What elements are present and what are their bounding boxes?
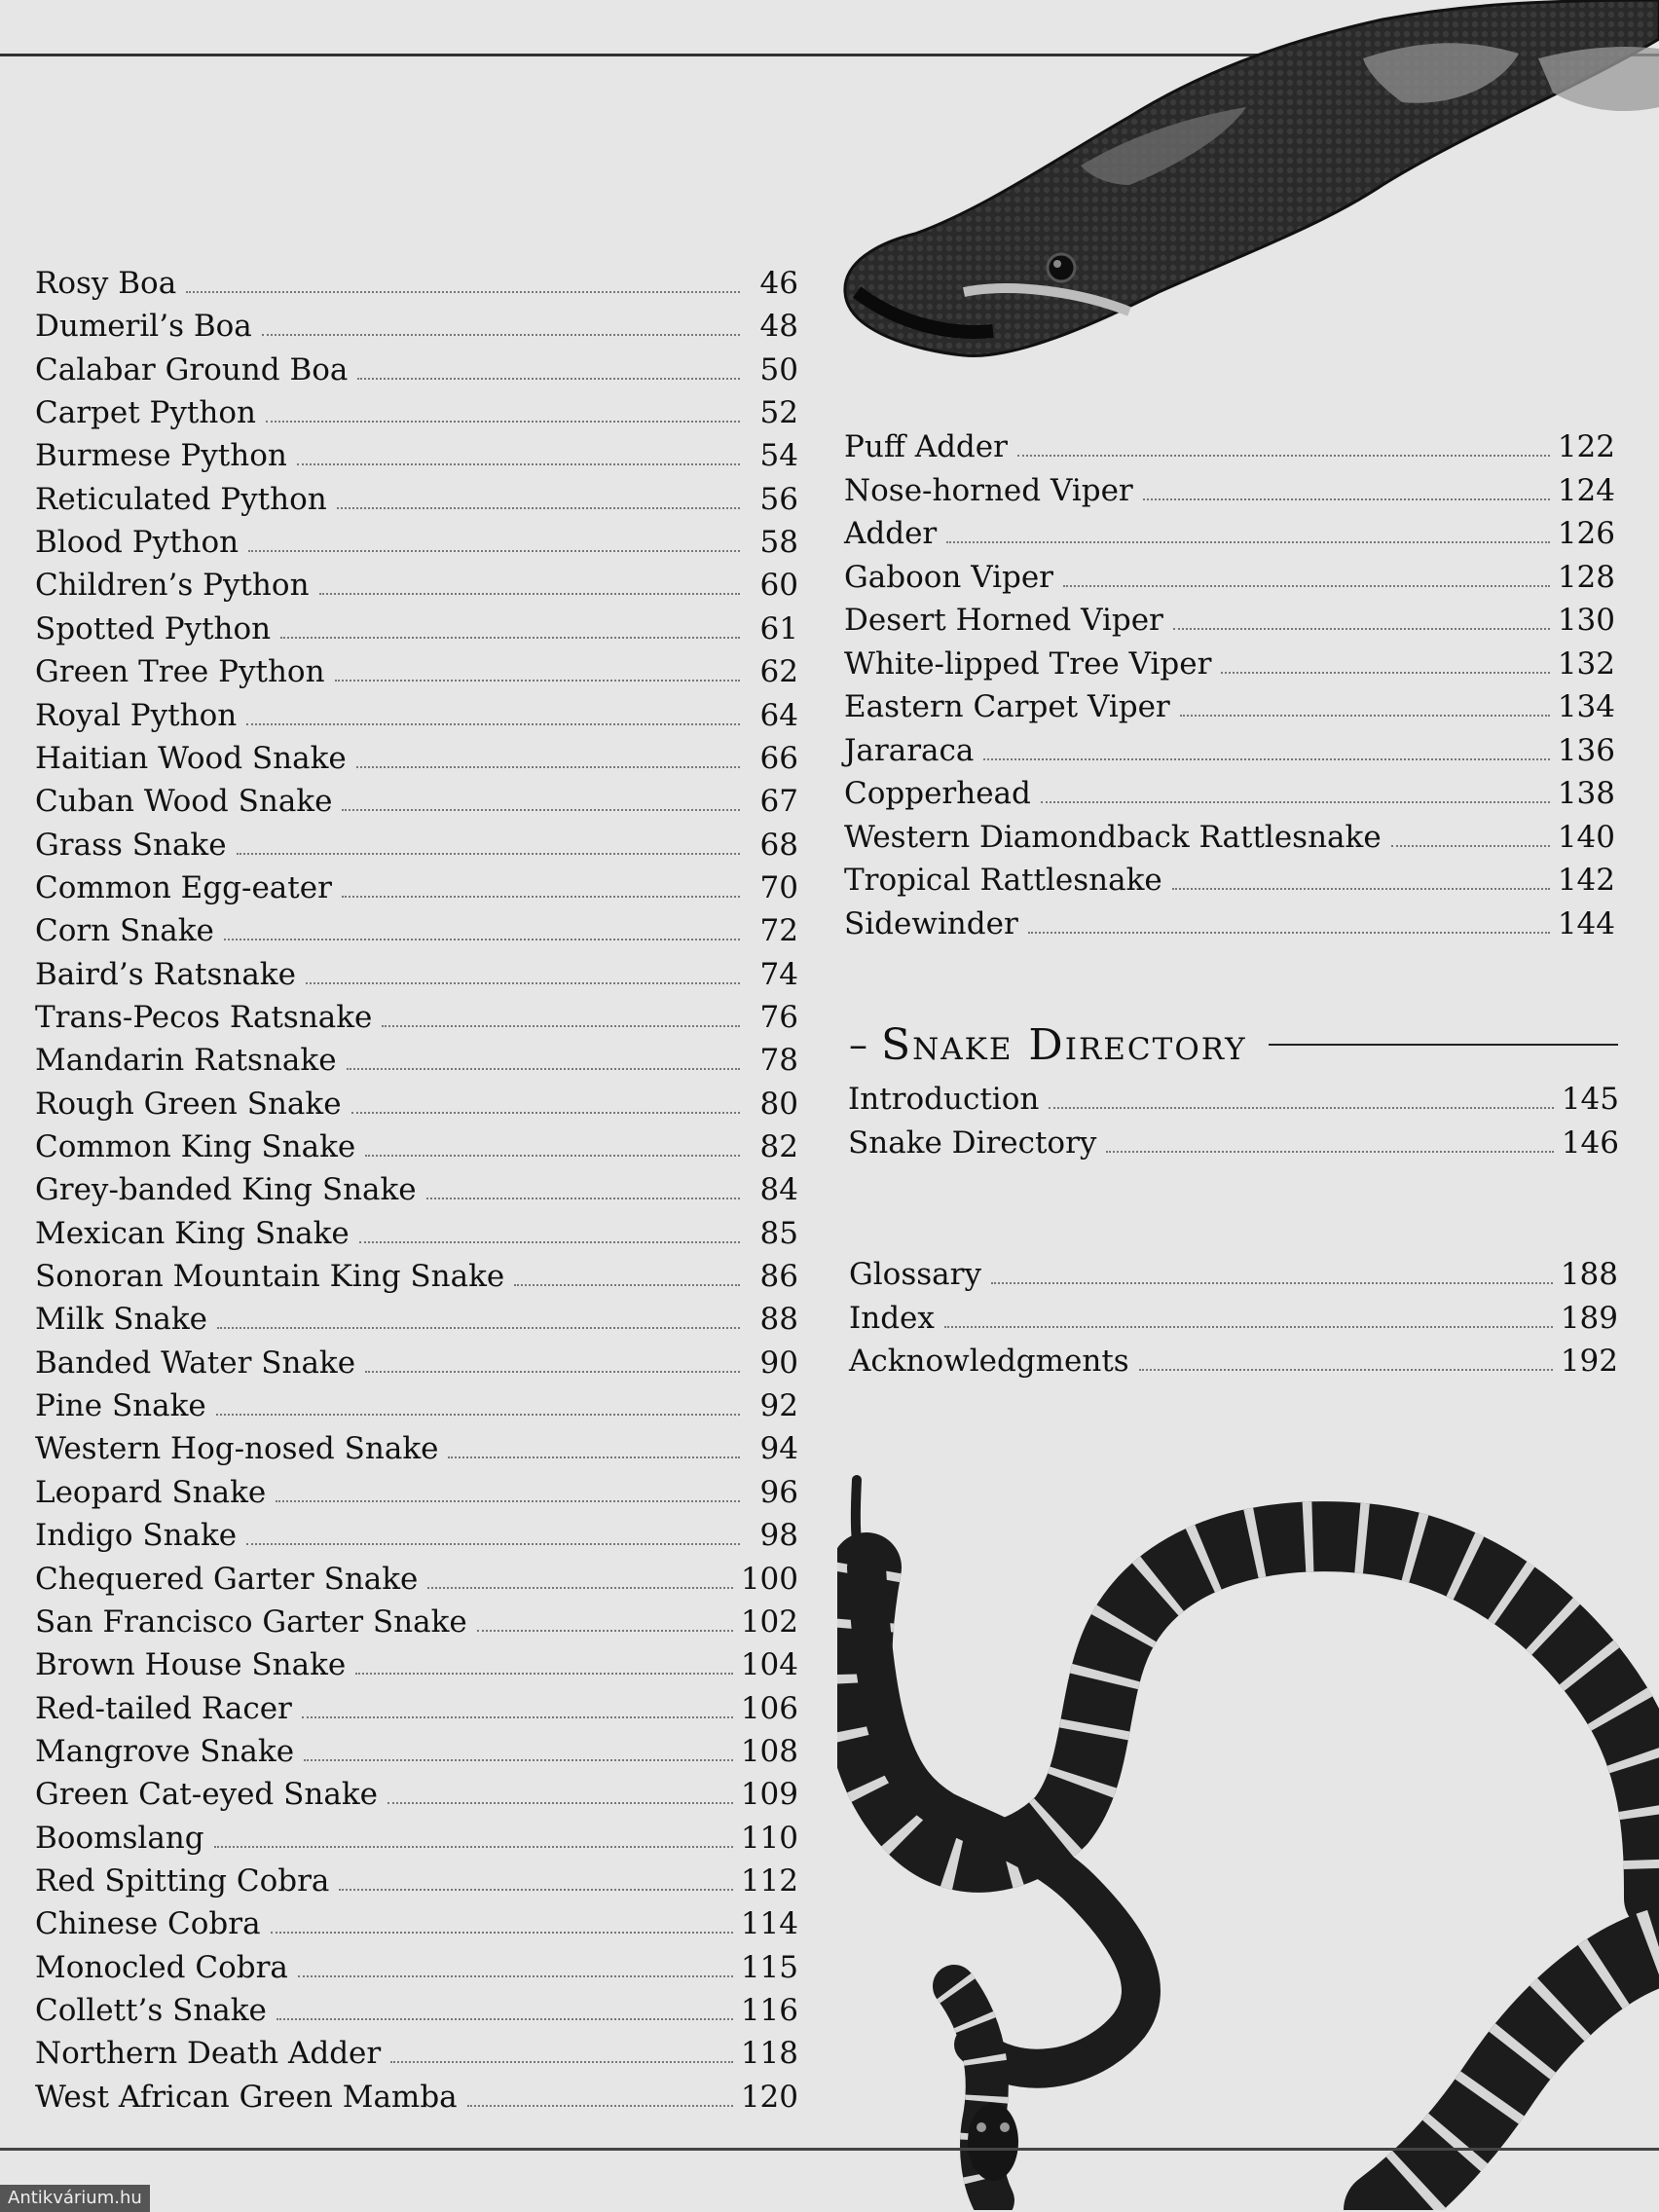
- toc-entry[interactable]: [844, 513, 1615, 552]
- toc-leader-dots: [302, 1716, 733, 1718]
- toc-entry-title: Spotted Python: [35, 610, 272, 646]
- toc-entry[interactable]: [35, 954, 798, 993]
- toc-entry-page: 56: [759, 481, 798, 517]
- toc-entry[interactable]: [35, 1688, 798, 1727]
- toc-entry[interactable]: [35, 1385, 798, 1424]
- toc-entry[interactable]: [844, 773, 1615, 812]
- toc-entry[interactable]: [35, 392, 798, 431]
- toc-entry-title: Acknowledgments: [849, 1344, 1129, 1379]
- toc-entry-title: Corn Snake: [35, 913, 214, 949]
- toc-entry-title: Rough Green Snake: [35, 1086, 342, 1122]
- toc-leader-dots: [382, 1025, 740, 1027]
- toc-leader-dots: [427, 1587, 732, 1589]
- toc-directory: [848, 1079, 1619, 1176]
- toc-entry-title: Children’s Python: [35, 568, 310, 604]
- toc-entry-page: 92: [759, 1388, 798, 1424]
- toc-entry[interactable]: [35, 695, 798, 734]
- toc-leader-dots: [1139, 1369, 1553, 1371]
- toc-entry-page: 132: [1557, 645, 1615, 682]
- toc-leader-dots: [390, 2061, 733, 2063]
- toc-entry-title: Desert Horned Viper: [844, 603, 1163, 638]
- toc-entry-page: 116: [740, 1993, 798, 2028]
- toc-leader-dots: [319, 593, 740, 595]
- toc-leader-dots: [1106, 1151, 1553, 1153]
- toc-entry-title: Rosy Boa: [35, 266, 177, 301]
- toc-entry[interactable]: [35, 1428, 798, 1467]
- toc-entry-page: 54: [759, 438, 798, 474]
- toc-leader-dots: [337, 507, 740, 509]
- toc-leader-dots: [1391, 845, 1550, 847]
- python-head-illustration: [837, 0, 1659, 370]
- toc-entry-title: Green Cat-eyed Snake: [35, 1777, 378, 1813]
- toc-entry-title: Chinese Cobra: [35, 1906, 261, 1942]
- toc-backmatter: [849, 1254, 1618, 1400]
- toc-leader-dots: [426, 1198, 740, 1199]
- toc-entry-title: Northern Death Adder: [35, 2036, 382, 2072]
- toc-leader-dots: [216, 1414, 740, 1416]
- toc-entry-title: Copperhead: [844, 776, 1031, 811]
- toc-entry-title: Gaboon Viper: [844, 559, 1054, 595]
- toc-leader-dots: [944, 1326, 1553, 1328]
- toc-entry-page: 85: [759, 1215, 798, 1251]
- toc-entry[interactable]: [848, 1079, 1619, 1118]
- toc-entry[interactable]: [35, 2033, 798, 2072]
- toc-entry-title: Common Egg-eater: [35, 869, 332, 905]
- toc-entry[interactable]: [844, 903, 1615, 942]
- toc-entry[interactable]: [35, 1947, 798, 1986]
- toc-entry-page: 126: [1557, 516, 1615, 551]
- section-heading: [849, 1018, 1618, 1071]
- toc-entry-page: 128: [1557, 559, 1615, 595]
- toc-leader-dots: [246, 1543, 740, 1545]
- toc-leader-dots: [991, 1282, 1553, 1284]
- toc-entry-title: Baird’s Ratsnake: [35, 956, 296, 992]
- toc-entry-page: 120: [740, 2079, 798, 2115]
- toc-entry-page: 144: [1557, 905, 1615, 941]
- toc-entry[interactable]: [35, 1774, 798, 1813]
- toc-entry[interactable]: [35, 479, 798, 518]
- toc-entry[interactable]: [849, 1254, 1618, 1293]
- toc-entry-title: Adder: [844, 516, 938, 551]
- toc-entry[interactable]: [35, 825, 798, 864]
- toc-leader-dots: [276, 2018, 733, 2020]
- toc-entry[interactable]: [844, 557, 1615, 596]
- toc-entry-title: Royal Python: [35, 697, 238, 733]
- toc-entry-title: Red Spitting Cobra: [35, 1862, 330, 1899]
- toc-leader-dots: [514, 1284, 740, 1286]
- toc-entry-page: 86: [759, 1259, 798, 1295]
- toc-leader-dots: [1063, 585, 1550, 587]
- toc-entry[interactable]: [844, 470, 1615, 509]
- toc-entry-page: 192: [1560, 1344, 1618, 1379]
- toc-entry-title: Western Diamondback Rattlesnake: [844, 819, 1382, 855]
- toc-leader-dots: [365, 1155, 740, 1157]
- toc-entry-page: 94: [759, 1431, 798, 1467]
- toc-leader-dots: [342, 896, 740, 898]
- toc-entry-title: Leopard Snake: [35, 1474, 267, 1510]
- toc-entry-page: 64: [759, 697, 798, 733]
- toc-leader-dots: [946, 541, 1550, 543]
- toc-leader-dots: [335, 680, 740, 682]
- toc-leader-dots: [347, 1068, 740, 1070]
- toc-entry-page: 90: [759, 1345, 798, 1381]
- toc-entry-page: 62: [759, 654, 798, 690]
- toc-leader-dots: [1017, 455, 1550, 457]
- toc-entry[interactable]: [35, 1040, 798, 1079]
- toc-entry-page: 138: [1557, 776, 1615, 811]
- toc-entry-title: Tropical Rattlesnake: [844, 863, 1162, 898]
- toc-leader-dots: [1028, 932, 1550, 934]
- toc-leader-dots: [1180, 715, 1550, 717]
- toc-leader-dots: [297, 463, 740, 465]
- toc-entry[interactable]: [35, 1515, 798, 1554]
- toc-entry-page: 106: [740, 1690, 798, 1726]
- toc-leader-dots: [266, 421, 740, 423]
- toc-entry-page: 188: [1560, 1257, 1618, 1292]
- toc-entry-page: 74: [759, 956, 798, 992]
- toc-entry[interactable]: [844, 860, 1615, 899]
- toc-entry[interactable]: [35, 1861, 798, 1899]
- toc-entry-page: 76: [759, 999, 798, 1035]
- toc-entry-title: Mexican King Snake: [35, 1215, 350, 1251]
- toc-entry-title: Sidewinder: [844, 905, 1018, 941]
- toc-entry[interactable]: [35, 1602, 798, 1641]
- toc-entry-title: Grass Snake: [35, 827, 227, 863]
- toc-entry-page: 78: [759, 1043, 798, 1079]
- toc-entry-page: 60: [759, 568, 798, 604]
- toc-entry-title: Milk Snake: [35, 1302, 208, 1338]
- toc-entry[interactable]: [35, 565, 798, 604]
- toc-entry[interactable]: [35, 781, 798, 820]
- toc-entry-title: Chequered Garter Snake: [35, 1561, 419, 1597]
- toc-entry-page: 130: [1557, 603, 1615, 638]
- toc-entry[interactable]: [35, 738, 798, 777]
- toc-entry[interactable]: [35, 1990, 798, 2029]
- section-title: Snake Directory: [881, 1019, 1247, 1070]
- toc-entry-page: 124: [1557, 472, 1615, 508]
- toc-entry-title: Banded Water Snake: [35, 1345, 356, 1381]
- toc-entry[interactable]: [35, 1126, 798, 1165]
- toc-entry-page: 66: [759, 740, 798, 776]
- toc-entry-title: Sonoran Mountain King Snake: [35, 1259, 505, 1295]
- toc-leader-dots: [387, 1802, 733, 1804]
- toc-leader-dots: [262, 334, 740, 336]
- toc-entry-page: 112: [740, 1862, 798, 1899]
- toc-entry-title: Burmese Python: [35, 438, 287, 474]
- toc-leader-dots: [467, 2105, 733, 2107]
- toc-entry-page: 114: [740, 1906, 798, 1942]
- toc-entry-page: 136: [1557, 732, 1615, 768]
- toc-entry-title: Snake Directory: [848, 1124, 1097, 1161]
- toc-entry[interactable]: [35, 1818, 798, 1857]
- toc-leader-dots: [357, 378, 740, 380]
- toc-entry-title: Monocled Cobra: [35, 1949, 288, 1985]
- toc-entry-page: 70: [759, 869, 798, 905]
- toc-leader-dots: [186, 291, 740, 293]
- toc-entry[interactable]: [35, 1644, 798, 1683]
- toc-entry-title: Mandarin Ratsnake: [35, 1043, 337, 1079]
- toc-leader-dots: [217, 1327, 740, 1329]
- toc-entry-title: Nose-horned Viper: [844, 472, 1133, 508]
- toc-leader-dots: [477, 1630, 733, 1632]
- toc-entry[interactable]: [35, 1084, 798, 1123]
- toc-leader-dots: [214, 1846, 733, 1848]
- toc-entry[interactable]: [35, 1169, 798, 1208]
- toc-entry-title: Trans-Pecos Ratsnake: [35, 999, 373, 1035]
- toc-leader-dots: [983, 758, 1549, 760]
- toc-entry[interactable]: [844, 817, 1615, 856]
- toc-entry-page: 115: [740, 1949, 798, 1985]
- toc-entry[interactable]: [844, 686, 1615, 725]
- section-rule: [1269, 1044, 1618, 1046]
- toc-entry-page: 110: [740, 1820, 798, 1856]
- toc-entry-title: Puff Adder: [844, 429, 1008, 464]
- toc-entry-page: 118: [740, 2036, 798, 2072]
- toc-entry-page: 98: [759, 1518, 798, 1554]
- toc-entry-page: 68: [759, 827, 798, 863]
- toc-right-vipers: [844, 426, 1615, 972]
- toc-leader-dots: [1173, 628, 1550, 630]
- toc-entry[interactable]: [844, 644, 1615, 682]
- watermark: Antikvárium.hu: [0, 2185, 150, 2212]
- toc-leader-dots: [306, 982, 740, 984]
- toc-leader-dots: [359, 1241, 740, 1243]
- toc-entry[interactable]: [35, 651, 798, 690]
- toc-entry[interactable]: [35, 306, 798, 345]
- toc-entry[interactable]: [35, 1472, 798, 1511]
- toc-entry-title: Collett’s Snake: [35, 1993, 267, 2028]
- toc-entry[interactable]: [844, 600, 1615, 639]
- toc-entry-page: 134: [1557, 689, 1615, 724]
- toc-entry[interactable]: [35, 1343, 798, 1382]
- toc-entry-title: Indigo Snake: [35, 1518, 238, 1554]
- toc-entry[interactable]: [844, 730, 1615, 769]
- toc-leader-dots: [339, 1889, 732, 1891]
- toc-entry-title: Eastern Carpet Viper: [844, 689, 1170, 724]
- toc-left-column: [35, 263, 798, 2142]
- toc-entry-page: 108: [740, 1733, 798, 1769]
- toc-entry[interactable]: [35, 1903, 798, 1942]
- toc-entry-page: 46: [759, 266, 798, 301]
- toc-leader-dots: [280, 637, 740, 639]
- toc-leader-dots: [365, 1371, 740, 1373]
- toc-entry-title: Glossary: [849, 1257, 981, 1292]
- toc-entry-title: White-lipped Tree Viper: [844, 645, 1212, 682]
- toc-entry-title: Western Hog-nosed Snake: [35, 1431, 439, 1467]
- toc-entry-title: Red-tailed Racer: [35, 1690, 292, 1726]
- toc-entry-page: 122: [1557, 429, 1615, 464]
- toc-entry-title: Boomslang: [35, 1820, 204, 1856]
- toc-entry[interactable]: [35, 1559, 798, 1598]
- toc-entry[interactable]: [35, 997, 798, 1036]
- toc-entry[interactable]: [844, 426, 1615, 465]
- toc-leader-dots: [1041, 801, 1550, 803]
- toc-entry[interactable]: [35, 263, 798, 302]
- toc-entry-title: Cuban Wood Snake: [35, 784, 333, 820]
- toc-leader-dots: [1172, 888, 1550, 890]
- toc-entry-page: 142: [1557, 863, 1615, 898]
- toc-entry-page: 104: [740, 1647, 798, 1683]
- toc-entry-title: Calabar Ground Boa: [35, 351, 349, 387]
- toc-entry-title: San Francisco Garter Snake: [35, 1604, 467, 1640]
- toc-entry[interactable]: [35, 1731, 798, 1770]
- toc-entry[interactable]: [35, 522, 798, 561]
- toc-entry[interactable]: [35, 435, 798, 474]
- toc-entry-page: 140: [1557, 819, 1615, 855]
- toc-entry-page: 146: [1561, 1124, 1619, 1161]
- toc-leader-dots: [246, 723, 740, 725]
- toc-entry-page: 82: [759, 1129, 798, 1164]
- toc-entry-page: 109: [740, 1777, 798, 1813]
- toc-entry[interactable]: [35, 867, 798, 906]
- toc-entry-page: 145: [1561, 1082, 1619, 1117]
- toc-leader-dots: [1221, 672, 1549, 674]
- toc-entry-title: Dumeril’s Boa: [35, 309, 252, 345]
- toc-entry[interactable]: [848, 1123, 1619, 1161]
- toc-leader-dots: [276, 1500, 740, 1502]
- toc-entry-title: Pine Snake: [35, 1388, 206, 1424]
- toc-entry[interactable]: [35, 2077, 798, 2116]
- toc-entry-page: 58: [759, 525, 798, 561]
- toc-entry-page: 50: [759, 351, 798, 387]
- toc-entry-page: 48: [759, 309, 798, 345]
- toc-entry[interactable]: [35, 350, 798, 388]
- toc-entry-title: West African Green Mamba: [35, 2079, 458, 2115]
- toc-entry-title: Mangrove Snake: [35, 1733, 295, 1769]
- toc-entry-page: 72: [759, 913, 798, 949]
- toc-entry[interactable]: [35, 608, 798, 647]
- toc-leader-dots: [448, 1456, 740, 1458]
- toc-leader-dots: [355, 1673, 733, 1675]
- toc-entry-title: Green Tree Python: [35, 654, 325, 690]
- toc-leader-dots: [304, 1759, 733, 1761]
- kingsnake-illustration: [837, 1441, 1659, 2210]
- toc-entry-page: 189: [1560, 1300, 1618, 1336]
- toc-entry-title: Brown House Snake: [35, 1647, 347, 1683]
- toc-leader-dots: [1049, 1107, 1554, 1109]
- toc-entry-page: 96: [759, 1474, 798, 1510]
- bottom-rule: [0, 2148, 1659, 2151]
- toc-entry[interactable]: [849, 1298, 1618, 1337]
- toc-entry-page: 102: [740, 1604, 798, 1640]
- toc-entry[interactable]: [35, 1299, 798, 1338]
- toc-entry-title: Haitian Wood Snake: [35, 740, 347, 776]
- toc-leader-dots: [342, 809, 740, 811]
- toc-entry-title: Index: [849, 1300, 935, 1336]
- toc-entry-page: 61: [759, 610, 798, 646]
- toc-entry-page: 80: [759, 1086, 798, 1122]
- toc-entry-title: Common King Snake: [35, 1129, 356, 1164]
- toc-entry-title: Jararaca: [844, 732, 975, 768]
- toc-leader-dots: [356, 766, 740, 768]
- toc-entry-title: Introduction: [848, 1082, 1040, 1117]
- toc-leader-dots: [298, 1975, 733, 1977]
- toc-entry-title: Carpet Python: [35, 395, 256, 431]
- toc-entry-page: 84: [759, 1172, 798, 1208]
- section-dash: –: [849, 1023, 867, 1066]
- toc-entry-page: 67: [759, 784, 798, 820]
- toc-entry[interactable]: [35, 1256, 798, 1295]
- toc-entry-page: 88: [759, 1302, 798, 1338]
- toc-leader-dots: [224, 939, 740, 940]
- toc-leader-dots: [248, 550, 740, 552]
- toc-leader-dots: [271, 1932, 733, 1934]
- toc-entry-page: 52: [759, 395, 798, 431]
- toc-entry-page: 100: [740, 1561, 798, 1597]
- toc-entry-title: Reticulated Python: [35, 481, 327, 517]
- toc-leader-dots: [237, 853, 740, 855]
- toc-entry[interactable]: [35, 910, 798, 949]
- toc-leader-dots: [1143, 498, 1550, 500]
- toc-entry[interactable]: [35, 1213, 798, 1252]
- toc-leader-dots: [351, 1112, 740, 1114]
- toc-entry[interactable]: [849, 1341, 1618, 1380]
- toc-entry-title: Blood Python: [35, 525, 240, 561]
- toc-entry-title: Grey-banded King Snake: [35, 1172, 417, 1208]
